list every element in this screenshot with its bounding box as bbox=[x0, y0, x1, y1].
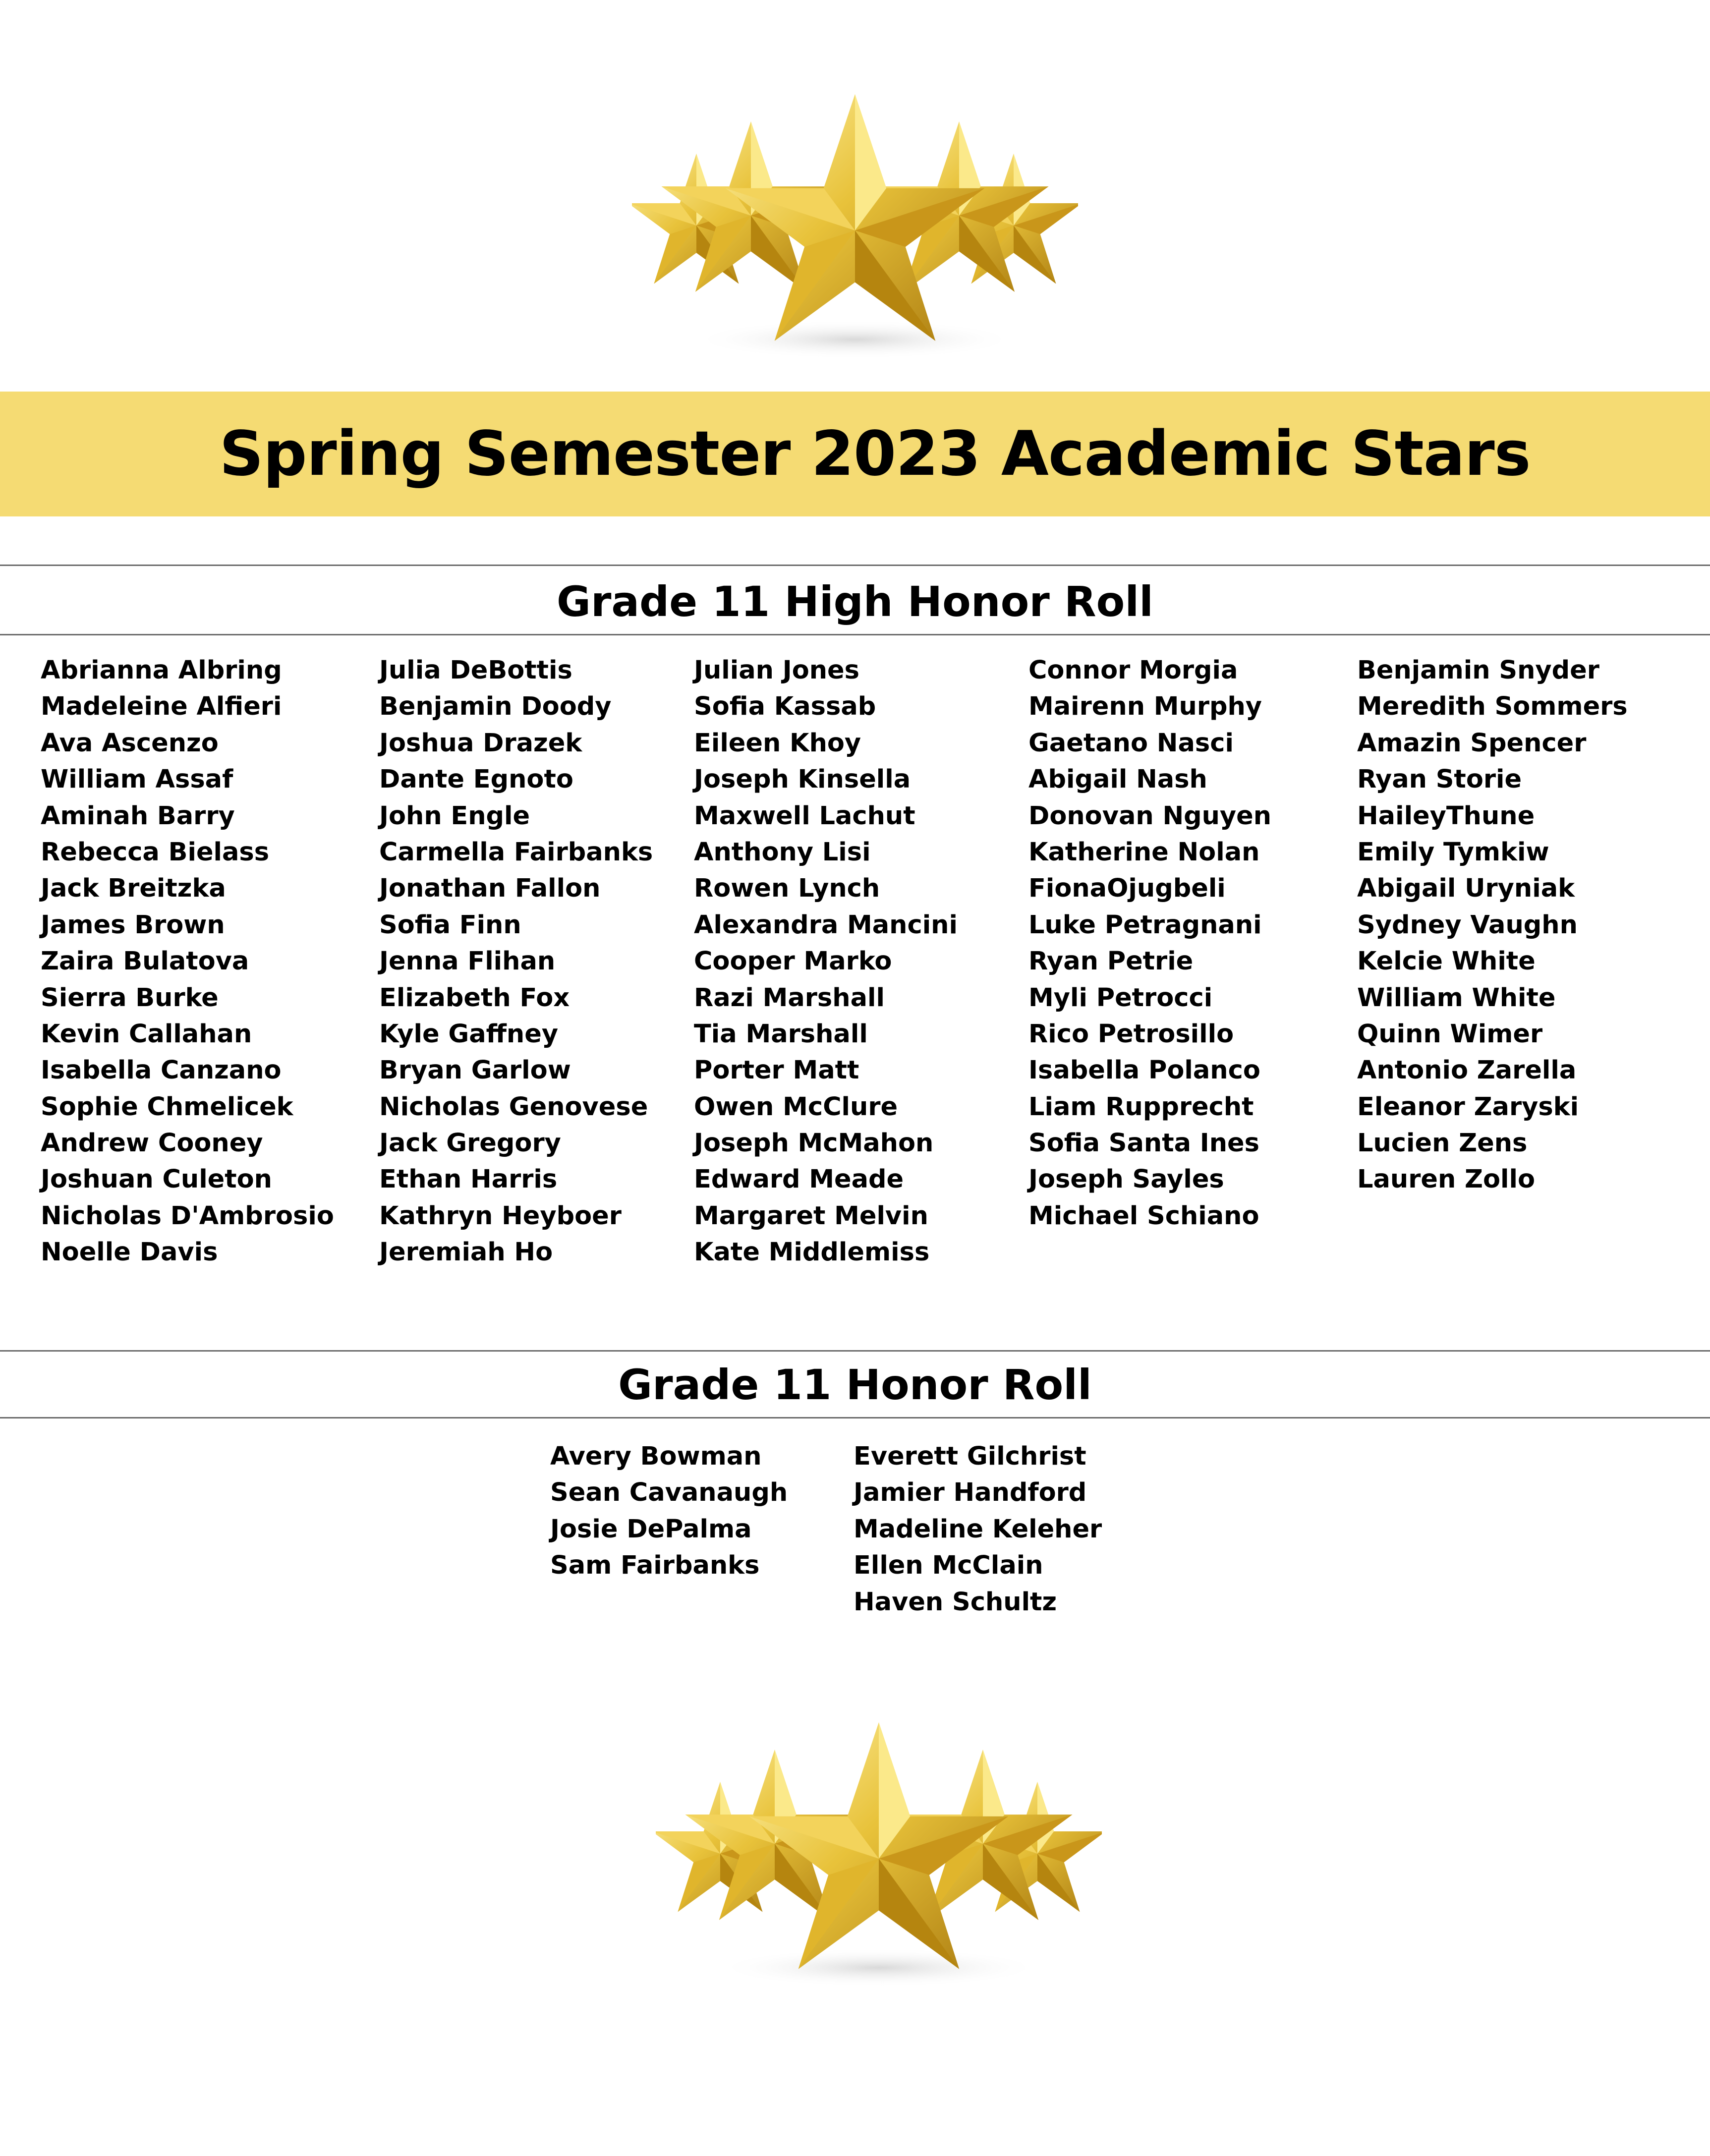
list-item: Margaret Melvin bbox=[694, 1201, 928, 1231]
high-honor-roll-column-1 bbox=[41, 652, 334, 1271]
list-item: Sean Cavanaugh bbox=[550, 1478, 788, 1508]
list-item: Abigail Nash bbox=[1028, 765, 1207, 794]
list-item: Ethan Harris bbox=[379, 1165, 558, 1194]
list-item: Avery Bowman bbox=[550, 1442, 762, 1471]
list-item: Edward Meade bbox=[694, 1165, 904, 1194]
list-item: Joseph Kinsella bbox=[694, 765, 911, 794]
list-item: Madeleine Alfieri bbox=[41, 692, 282, 722]
list-item: HaileyThune bbox=[1357, 801, 1535, 831]
list-item: Ryan Storie bbox=[1357, 765, 1522, 794]
list-item: Kyle Gaffney bbox=[379, 1019, 559, 1049]
list-item: Alexandra Mancini bbox=[694, 910, 958, 940]
list-item: Cooper Marko bbox=[694, 947, 892, 976]
list-item: Joshuan Culeton bbox=[41, 1165, 272, 1194]
list-item: Katherine Nolan bbox=[1028, 837, 1260, 867]
list-item: Isabella Polanco bbox=[1028, 1056, 1260, 1085]
list-item: Myli Petrocci bbox=[1028, 983, 1213, 1013]
list-item: Nicholas D'Ambrosio bbox=[41, 1201, 334, 1231]
list-item: Jack Gregory bbox=[379, 1129, 561, 1158]
list-item: Elizabeth Fox bbox=[379, 983, 570, 1013]
list-item: William Assaf bbox=[41, 765, 233, 794]
list-item: Luke Petragnani bbox=[1028, 910, 1262, 940]
list-item: Jenna Flihan bbox=[379, 947, 556, 976]
honor-roll-column-2 bbox=[854, 1438, 1102, 1620]
list-item: Eleanor Zaryski bbox=[1357, 1092, 1579, 1122]
list-item: Meredith Sommers bbox=[1357, 692, 1628, 722]
list-item: John Engle bbox=[379, 801, 530, 831]
list-item: Maxwell Lachut bbox=[694, 801, 915, 831]
list-item: Abrianna Albring bbox=[41, 656, 282, 685]
list-item: Jack Breitzka bbox=[41, 874, 226, 904]
list-item: Tia Marshall bbox=[694, 1019, 868, 1049]
top-stars-decoration bbox=[0, 92, 1710, 369]
list-item: Joshua Drazek bbox=[379, 728, 582, 758]
list-item: Gaetano Nasci bbox=[1028, 728, 1234, 758]
honor-roll-column-1 bbox=[550, 1438, 788, 1584]
list-item: Michael Schiano bbox=[1028, 1201, 1259, 1231]
list-item: Jamier Handford bbox=[854, 1478, 1087, 1508]
list-item: Porter Matt bbox=[694, 1056, 859, 1085]
list-item: Mairenn Murphy bbox=[1028, 692, 1262, 722]
five-gold-stars-icon bbox=[632, 92, 1078, 369]
list-item: Jeremiah Ho bbox=[379, 1238, 553, 1267]
list-item: FionaOjugbeli bbox=[1028, 874, 1226, 904]
list-item: Everett Gilchrist bbox=[854, 1442, 1086, 1471]
list-item: Julian Jones bbox=[694, 656, 859, 685]
list-item: Lucien Zens bbox=[1357, 1129, 1528, 1158]
list-item: Benjamin Doody bbox=[379, 692, 612, 722]
list-item: Sophie Chmelicek bbox=[41, 1092, 293, 1122]
divider-line bbox=[0, 1350, 1710, 1352]
list-item: Liam Rupprecht bbox=[1028, 1092, 1254, 1122]
list-item: Dante Egnoto bbox=[379, 765, 573, 794]
list-item: Emily Tymkiw bbox=[1357, 837, 1549, 867]
list-item: Nicholas Genovese bbox=[379, 1092, 648, 1122]
high-honor-roll-column-5 bbox=[1357, 652, 1628, 1198]
list-item: Rico Petrosillo bbox=[1028, 1019, 1234, 1049]
list-item: Razi Marshall bbox=[694, 983, 885, 1013]
list-item: Benjamin Snyder bbox=[1357, 656, 1599, 685]
list-item: Ava Ascenzo bbox=[41, 728, 219, 758]
list-item: Donovan Nguyen bbox=[1028, 801, 1272, 831]
list-item: Carmella Fairbanks bbox=[379, 837, 653, 867]
list-item: Julia DeBottis bbox=[379, 656, 572, 685]
list-item: Joseph Sayles bbox=[1028, 1165, 1224, 1194]
list-item: Connor Morgia bbox=[1028, 656, 1238, 685]
list-item: Sierra Burke bbox=[41, 983, 219, 1013]
list-item: Rebecca Bielass bbox=[41, 837, 270, 867]
list-item: Zaira Bulatova bbox=[41, 947, 249, 976]
list-item: Sam Fairbanks bbox=[550, 1551, 760, 1581]
list-item: Rowen Lynch bbox=[694, 874, 880, 904]
list-item: Amazin Spencer bbox=[1357, 728, 1587, 758]
bottom-stars-decoration bbox=[0, 1720, 1710, 1997]
list-item: Quinn Wimer bbox=[1357, 1019, 1543, 1049]
list-item: Kelcie White bbox=[1357, 947, 1536, 976]
page-title: Spring Semester 2023 Academic Stars bbox=[219, 418, 1531, 490]
list-item: Sofia Kassab bbox=[694, 692, 876, 722]
divider-line bbox=[0, 565, 1710, 566]
list-item: James Brown bbox=[41, 910, 225, 940]
list-item: William White bbox=[1357, 983, 1556, 1013]
list-item: Andrew Cooney bbox=[41, 1129, 263, 1158]
high-honor-roll-column-3 bbox=[694, 652, 958, 1271]
list-item: Isabella Canzano bbox=[41, 1056, 282, 1085]
list-item: Haven Schultz bbox=[854, 1587, 1057, 1617]
high-honor-roll-column-2 bbox=[379, 652, 653, 1271]
list-item: Josie DePalma bbox=[550, 1514, 752, 1544]
list-item: Owen McClure bbox=[694, 1092, 898, 1122]
list-item: Kathryn Heyboer bbox=[379, 1201, 622, 1231]
list-item: Sofia Santa Ines bbox=[1028, 1129, 1259, 1158]
honor-roll-heading: Grade 11 Honor Roll bbox=[618, 1361, 1092, 1409]
list-item: Noelle Davis bbox=[41, 1238, 218, 1267]
list-item: Madeline Keleher bbox=[854, 1514, 1102, 1544]
list-item: Kate Middlemiss bbox=[694, 1238, 930, 1267]
list-item: Eileen Khoy bbox=[694, 728, 861, 758]
list-item: Jonathan Fallon bbox=[379, 874, 601, 904]
list-item: Kevin Callahan bbox=[41, 1019, 252, 1049]
list-item: Sofia Finn bbox=[379, 910, 521, 940]
list-item: Lauren Zollo bbox=[1357, 1165, 1536, 1194]
list-item: Bryan Garlow bbox=[379, 1056, 571, 1085]
list-item: Anthony Lisi bbox=[694, 837, 871, 867]
list-item: Ellen McClain bbox=[854, 1551, 1043, 1581]
list-item: Abigail Uryniak bbox=[1357, 874, 1575, 904]
five-gold-stars-icon bbox=[656, 1720, 1102, 1997]
list-item: Ryan Petrie bbox=[1028, 947, 1194, 976]
divider-line bbox=[0, 634, 1710, 635]
list-item: Antonio Zarella bbox=[1357, 1056, 1577, 1085]
list-item: Aminah Barry bbox=[41, 801, 235, 831]
list-item: Sydney Vaughn bbox=[1357, 910, 1578, 940]
high-honor-roll-column-4 bbox=[1028, 652, 1271, 1234]
divider-line bbox=[0, 1417, 1710, 1418]
high-honor-roll-heading: Grade 11 High Honor Roll bbox=[557, 577, 1153, 626]
list-item: Joseph McMahon bbox=[694, 1129, 934, 1158]
title-banner bbox=[0, 392, 1710, 516]
